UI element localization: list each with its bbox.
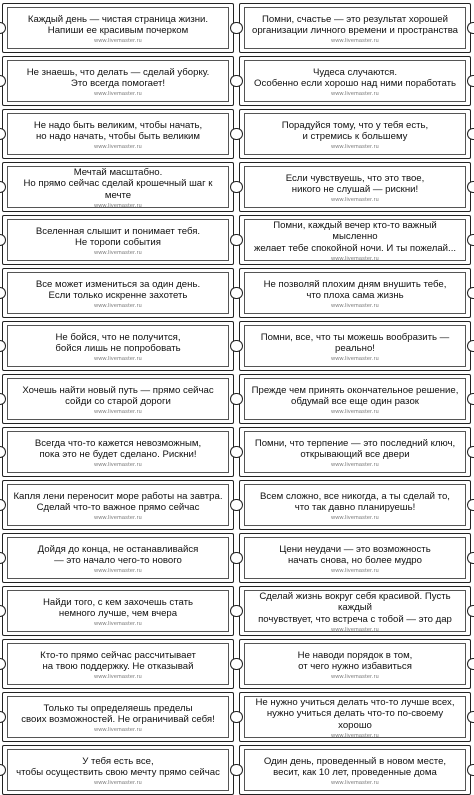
watermark-text: www.livemaster.ru [331, 674, 379, 681]
quote-text: Если чувствуешь, что это твое, никого не слушай — рискни! [285, 172, 425, 195]
quote-card [2, 109, 234, 159]
quote-card [239, 56, 471, 106]
quote-card [239, 109, 471, 159]
quote-text: Всем сложно, все никогда, а ты сделай то, что так давно планируешь! [260, 490, 450, 513]
quote-card [2, 586, 234, 636]
watermark-text: www.livemaster.ru [94, 780, 142, 787]
watermark-text: www.livemaster.ru [331, 197, 379, 204]
quote-card [2, 427, 234, 477]
quote-text: Все может измениться за один день. Если только искренне захотеть [35, 278, 201, 301]
quote-text: Помни, каждый вечер кто-то важный мысленно желает тебе спокойной ночи. И ты пожелай... [253, 220, 457, 254]
watermark-text: www.livemaster.ru [94, 515, 142, 522]
watermark-text: www.livemaster.ru [94, 144, 142, 151]
quote-text: Не нужно учиться делать что-то лучше всех, нужно учиться делать что-то по-своему хорошо [255, 697, 455, 731]
quote-card [2, 321, 234, 371]
watermark-text: www.livemaster.ru [94, 303, 142, 310]
watermark-text: www.livemaster.ru [94, 250, 142, 257]
quote-card [239, 3, 471, 53]
quote-text: Один день, проведенный в новом месте, весит, как 10 лет, проведенные дома [263, 755, 447, 778]
watermark-text: www.livemaster.ru [331, 568, 379, 575]
quote-card [2, 56, 234, 106]
quote-text: Сделай жизнь вокруг себя красивой. Пусть каждый почувствует, что встреча с тобой — это дар [258, 591, 452, 625]
quote-card [2, 3, 234, 53]
watermark-text: www.livemaster.ru [94, 356, 142, 363]
quote-text: Помни, что терпение — это последний ключ, открывающий все двери [254, 437, 456, 460]
quote-card [2, 215, 234, 265]
quote-text: У тебя есть все, чтобы осуществить свою мечту прямо сейчас [16, 755, 220, 778]
quote-card [239, 639, 471, 689]
watermark-text: www.livemaster.ru [331, 91, 379, 98]
watermark-text: www.livemaster.ru [94, 727, 142, 734]
watermark-text: www.livemaster.ru [94, 462, 142, 469]
watermark-text: www.livemaster.ru [331, 515, 379, 522]
quote-card [239, 692, 471, 742]
quote-text: Не бойся, что не получится, бойся лишь не попробовать [55, 331, 181, 354]
quote-card [239, 745, 471, 795]
quote-text: Вселенная слышит и понимает тебя. Не торопи события [35, 225, 201, 248]
quote-text: Порадуйся тому, что у тебя есть, и стремись к большему [281, 119, 429, 142]
quote-text: Не надо быть великим, чтобы начать, но надо начать, чтобы быть великим [33, 119, 203, 142]
quote-text: Не позволяй плохим дням внушить тебе, что плоха сама жизнь [263, 278, 447, 301]
quote-card [2, 745, 234, 795]
quote-text: Всегда что-то кажется невозможным, пока это не будет сделано. Рискни! [34, 437, 202, 460]
quote-card [239, 374, 471, 424]
quote-card [239, 321, 471, 371]
watermark-text: www.livemaster.ru [331, 38, 379, 45]
watermark-text: www.livemaster.ru [94, 38, 142, 45]
quote-card [239, 427, 471, 477]
quote-text: Не знаешь, что делать — сделай уборку. Это всегда помогает! [26, 66, 210, 89]
quote-text: Мечтай масштабно. Но прямо сейчас сделай крошечный шаг к мечте [23, 167, 213, 201]
quote-card [239, 586, 471, 636]
quote-text: Цени неудачи — это возможность начать снова, но более мудро [279, 543, 431, 566]
quote-text: Помни, счастье — это результат хорошей организации личного времени и пространства [251, 13, 459, 36]
watermark-text: www.livemaster.ru [331, 356, 379, 363]
watermark-text: www.livemaster.ru [331, 732, 379, 739]
watermark-text: www.livemaster.ru [94, 621, 142, 628]
quote-text: Каждый день — чистая страница жизни. Напиши ее красивым почерком [27, 13, 209, 36]
quote-card [2, 639, 234, 689]
quote-card [239, 480, 471, 530]
quote-text: Найди того, с кем захочешь стать немного лучше, чем вчера [42, 596, 194, 619]
watermark-text: www.livemaster.ru [331, 780, 379, 787]
watermark-text: www.livemaster.ru [331, 144, 379, 151]
watermark-text: www.livemaster.ru [94, 91, 142, 98]
watermark-text: www.livemaster.ru [94, 568, 142, 575]
quote-card [2, 692, 234, 742]
quote-text: Прежде чем принять окончательное решение, обдумай все еще один разок [251, 384, 459, 407]
quote-card [239, 533, 471, 583]
quote-card [239, 215, 471, 265]
quote-text: Чудеса случаются. Особенно если хорошо над ними поработать [254, 66, 456, 89]
watermark-text: www.livemaster.ru [94, 674, 142, 681]
watermark-text: www.livemaster.ru [331, 409, 379, 416]
quote-text: Только ты определяешь пределы своих возможностей. Не ограничивай себя! [21, 702, 215, 725]
watermark-text: www.livemaster.ru [331, 462, 379, 469]
watermark-text: www.livemaster.ru [331, 255, 379, 262]
quote-card [2, 533, 234, 583]
quote-text: Не наводи порядок в том, от чего нужно избавиться [297, 649, 413, 672]
quote-card [2, 480, 234, 530]
quote-text: Помни, все, что ты можешь вообразить — реально! [260, 331, 450, 354]
quote-card [2, 268, 234, 318]
quote-text: Капля лени переносит море работы на завтра. Сделай что-то важное прямо сейчас [13, 490, 223, 513]
quote-card [2, 162, 234, 212]
watermark-text: www.livemaster.ru [331, 303, 379, 310]
quote-text: Хочешь найти новый путь — прямо сейчас сойди со старой дороги [22, 384, 214, 407]
quote-card [239, 268, 471, 318]
quote-text: Кто-то прямо сейчас рассчитывает на твою поддержку. Не отказывай [40, 649, 196, 672]
quote-card [239, 162, 471, 212]
watermark-text: www.livemaster.ru [94, 202, 142, 209]
watermark-text: www.livemaster.ru [94, 409, 142, 416]
watermark-text: www.livemaster.ru [331, 626, 379, 633]
quote-text: Дойдя до конца, не останавливайся — это начало чего-то нового [37, 543, 199, 566]
quote-card [2, 374, 234, 424]
